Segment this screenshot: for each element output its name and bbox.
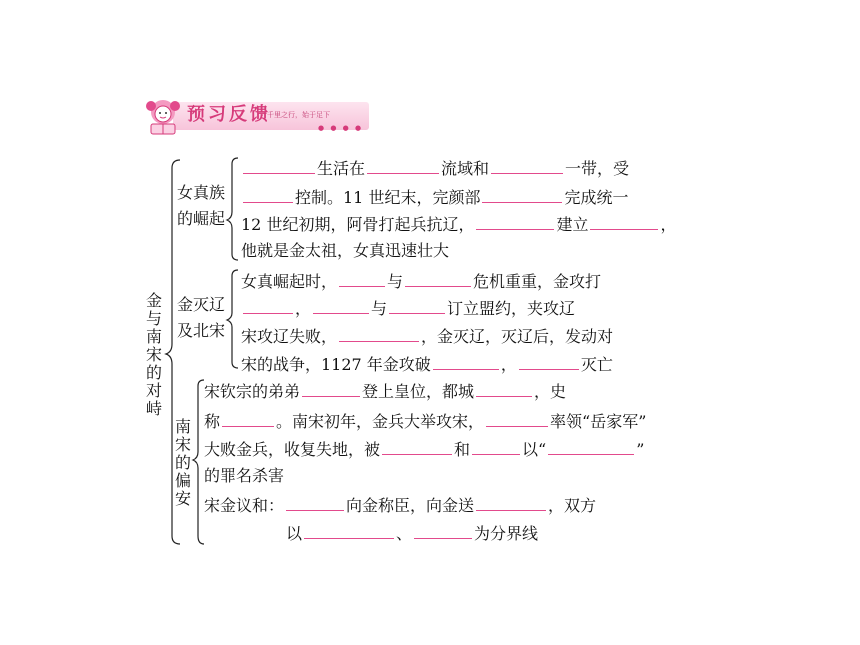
- section2-line: [241, 270, 601, 292]
- line-text: ，史: [534, 382, 567, 401]
- section2-line: [241, 297, 575, 319]
- answer-blank[interactable]: [405, 270, 471, 287]
- answer-blank[interactable]: [414, 522, 472, 539]
- line-text: 生活在: [317, 159, 366, 178]
- section2-line: [241, 353, 613, 375]
- answer-blank[interactable]: [222, 410, 274, 427]
- line-text: 大败金兵，收复失地，被: [204, 440, 381, 459]
- section2-label-line1: 金灭辽: [177, 295, 226, 314]
- section1-line: [241, 213, 676, 235]
- line-text: ”: [636, 440, 645, 459]
- answer-blank[interactable]: [339, 325, 419, 342]
- section1-label-line2: 的崛起: [177, 209, 226, 228]
- line-text: 完成统一: [564, 188, 629, 207]
- section2-label-line2: 及北宋: [177, 321, 226, 340]
- answer-blank[interactable]: [590, 213, 658, 230]
- line-text: 宋的战争，1127 年金攻破: [241, 355, 431, 374]
- answer-blank[interactable]: [476, 380, 532, 397]
- line-text: 宋钦宗的弟弟: [204, 382, 301, 401]
- line-text: 、: [396, 524, 413, 543]
- answer-blank[interactable]: [243, 186, 293, 203]
- line-text: 的罪名杀害: [204, 466, 285, 485]
- answer-blank[interactable]: [286, 494, 344, 511]
- line-text: 建立: [556, 215, 589, 234]
- answer-blank[interactable]: [304, 522, 394, 539]
- section1-line: [241, 186, 628, 208]
- line-text: 和: [454, 440, 471, 459]
- answer-blank[interactable]: [482, 186, 562, 203]
- line-text: ，: [500, 355, 517, 374]
- answer-blank[interactable]: [339, 270, 385, 287]
- answer-blank[interactable]: [486, 410, 548, 427]
- section3-line: [204, 438, 644, 460]
- line-text: 以“: [522, 440, 547, 459]
- line-text: 女真崛起时，: [241, 272, 338, 291]
- line-text: 。南宋初年，金兵大举攻宋，: [276, 412, 485, 431]
- line-text: 宋金议和：: [204, 496, 285, 515]
- answer-blank[interactable]: [243, 297, 293, 314]
- answer-blank[interactable]: [382, 438, 452, 455]
- answer-blank[interactable]: [472, 438, 520, 455]
- answer-blank[interactable]: [491, 157, 563, 174]
- line-text: 以: [286, 524, 303, 543]
- banner-title: 预习反馈: [187, 104, 271, 125]
- line-text: 率领“岳家军”: [550, 412, 647, 431]
- answer-blank[interactable]: [302, 380, 360, 397]
- answer-blank[interactable]: [313, 297, 369, 314]
- line-text: ，: [295, 299, 312, 318]
- line-text: 与: [371, 299, 388, 318]
- section3-line: [204, 466, 284, 486]
- line-text: 一带，受: [565, 159, 630, 178]
- line-text: ，双方: [548, 496, 597, 515]
- section3-label: 南宋的偏安: [174, 417, 191, 508]
- answer-blank[interactable]: [519, 353, 579, 370]
- answer-blank[interactable]: [433, 353, 499, 370]
- section1-label-line1: 女真族: [177, 183, 226, 202]
- answer-blank[interactable]: [548, 438, 634, 455]
- line-text: 订立盟约，夹攻辽: [447, 299, 576, 318]
- answer-blank[interactable]: [476, 494, 546, 511]
- line-text: 宋攻辽失败，: [241, 327, 338, 346]
- answer-blank[interactable]: [476, 213, 554, 230]
- line-text: 控制。11 世纪末，完颜部: [295, 188, 481, 207]
- section3-line: [204, 494, 596, 516]
- line-text: 向金称臣，向金送: [346, 496, 475, 515]
- section2-line: [241, 325, 613, 347]
- banner-dots: ● ● ● ●: [318, 124, 364, 132]
- line-text: ，: [660, 215, 677, 234]
- answer-blank[interactable]: [367, 157, 439, 174]
- line-text: 为分界线: [474, 524, 539, 543]
- banner-slogan: 千里之行，始于足下: [267, 111, 330, 119]
- line-text: 登上皇位，都城: [362, 382, 475, 401]
- line-text: 与: [387, 272, 404, 291]
- line-text: 12 世纪初期，阿骨打起兵抗辽，: [241, 215, 475, 234]
- line-text: 称: [204, 412, 221, 431]
- section3-line: [204, 380, 566, 402]
- line-text: 他就是金太祖，女真迅速壮大: [241, 241, 450, 260]
- answer-blank[interactable]: [243, 157, 315, 174]
- section3-line: [204, 410, 646, 432]
- section1-line: [241, 157, 629, 179]
- section3-line: [286, 522, 538, 544]
- line-text: 危机重重，金攻打: [473, 272, 602, 291]
- answer-blank[interactable]: [389, 297, 445, 314]
- section1-line: [241, 241, 449, 261]
- line-text: 灭亡: [580, 355, 613, 374]
- line-text: ，金灭辽，灭辽后，发动对: [421, 327, 614, 346]
- line-text: 流域和: [441, 159, 490, 178]
- main-topic: 金与南宋的对峙: [145, 291, 162, 418]
